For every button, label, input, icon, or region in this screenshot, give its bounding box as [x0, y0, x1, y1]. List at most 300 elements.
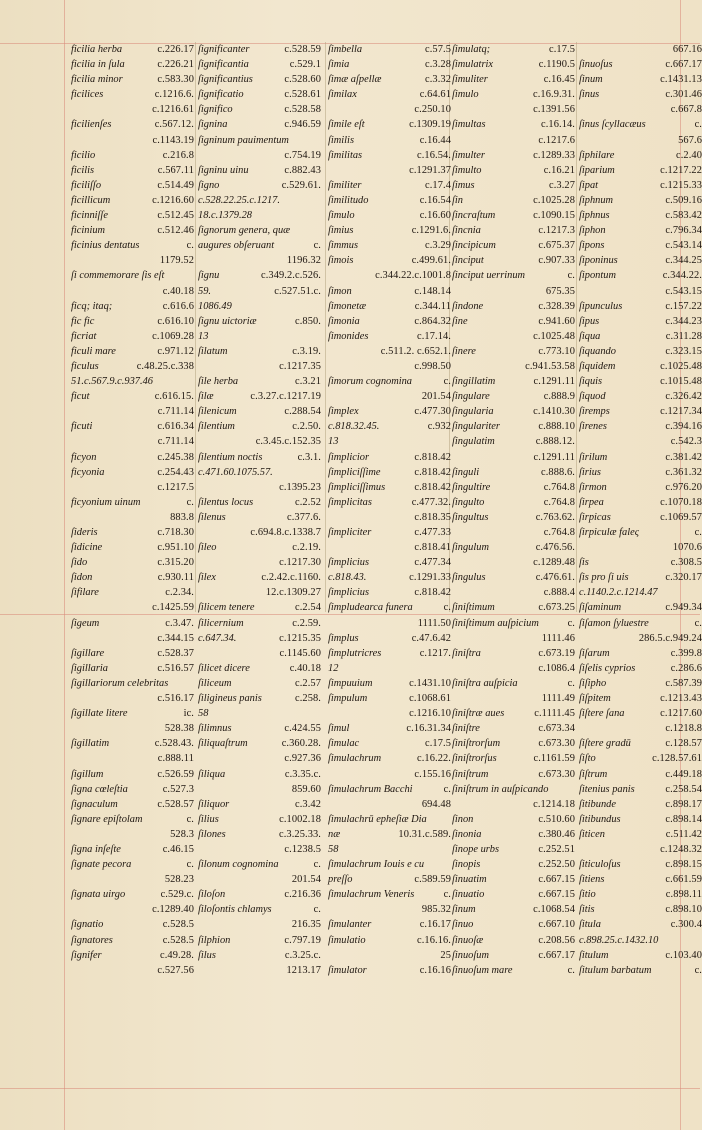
entry-reference: c.377.6.	[287, 511, 321, 523]
index-entry	[579, 933, 702, 948]
index-entry	[579, 450, 702, 465]
entry-term: ficriat	[71, 330, 97, 342]
index-entry	[71, 963, 194, 978]
entry-reference: c.128.57	[665, 738, 702, 750]
entry-reference: c.1015.48	[660, 376, 702, 388]
entry-reference	[449, 857, 451, 872]
entry-term: ſiquod	[579, 391, 606, 403]
entry-reference: c.528.37	[157, 647, 194, 659]
entry-reference	[319, 133, 321, 148]
index-entry	[452, 902, 575, 917]
entry-term	[71, 691, 77, 706]
index-entry	[452, 72, 575, 87]
entry-term	[452, 555, 458, 570]
entry-reference: c.888.12.	[535, 436, 575, 448]
index-entry	[328, 872, 451, 887]
entry-term	[328, 616, 334, 631]
entry-reference: 10.31.c.589.	[398, 828, 451, 840]
entry-reference: c.17.4	[425, 179, 451, 191]
index-entry	[579, 721, 702, 736]
entry-reference: c.16.60	[419, 210, 451, 222]
entry-term: ſignificantia	[198, 59, 249, 71]
entry-reference: c.16.22.	[417, 753, 451, 765]
entry-term: ſiliquor	[198, 798, 230, 810]
entry-reference: c.2.34.	[165, 587, 194, 599]
index-entry	[71, 751, 194, 766]
index-entry	[452, 570, 575, 585]
entry-reference: c.543.15	[665, 285, 702, 297]
entry-reference: c.1025.48	[533, 330, 575, 342]
index-entry	[328, 646, 451, 661]
entry-reference: c.1217.30	[279, 557, 321, 569]
entry-reference: c.	[567, 677, 575, 689]
index-entry	[579, 87, 702, 102]
entry-reference: c.1070.18	[660, 496, 702, 508]
entry-term: ſinus ſcyllacæus	[579, 119, 646, 131]
entry-reference: c.773.10	[538, 345, 575, 357]
entry-term	[579, 102, 585, 117]
entry-term	[452, 102, 458, 117]
entry-reference: c.16.14.	[541, 119, 575, 131]
entry-reference: 216.35	[291, 919, 321, 931]
index-column-5	[579, 42, 702, 978]
entry-reference: c.3.25.33.	[279, 828, 321, 840]
entry-reference: c.1216.60	[152, 194, 194, 206]
index-entry	[579, 797, 702, 812]
index-entry	[579, 148, 702, 163]
entry-term	[328, 540, 334, 555]
entry-reference: c.673.30	[538, 738, 575, 750]
entry-term: ſiſpitem	[579, 693, 611, 705]
index-entry	[198, 585, 321, 600]
entry-term: ſitula	[579, 919, 601, 931]
entry-reference: c.511.2. c.652.1.	[380, 345, 451, 357]
entry-term: ſigeum	[71, 617, 100, 629]
entry-reference: c.344.22.c.1001.8	[375, 270, 451, 282]
index-entry	[198, 223, 321, 238]
index-entry	[328, 887, 451, 902]
entry-reference: c.667.15	[538, 874, 575, 886]
index-entry	[328, 661, 451, 676]
entry-term	[71, 721, 77, 736]
entry-term: ſiremps	[579, 406, 610, 418]
index-entry	[328, 329, 451, 344]
margin-rule-bottom	[0, 1088, 700, 1089]
entry-reference: c.16.54.	[417, 149, 451, 161]
entry-term	[198, 751, 204, 766]
entry-term: ſiliquaſtrum	[198, 738, 248, 750]
entry-reference: c.1289.40	[152, 904, 194, 916]
index-entry	[71, 223, 194, 238]
index-entry	[328, 782, 451, 797]
entry-reference: c.898.17	[665, 798, 702, 810]
index-entry	[579, 57, 702, 72]
entry-term: ſitio	[579, 889, 596, 901]
entry-term: 13	[198, 330, 209, 342]
entry-term: 12	[328, 662, 339, 674]
entry-term: ſinuatim	[452, 874, 487, 886]
entry-term: ſimulatq;	[452, 44, 491, 55]
entry-term	[452, 525, 458, 540]
entry-reference: c.3.25.c.	[284, 949, 321, 961]
entry-term: ſilentium	[198, 421, 235, 433]
index-entry	[198, 917, 321, 932]
index-entry	[71, 570, 194, 585]
index-entry	[198, 193, 321, 208]
entry-term: ſirmon	[579, 481, 607, 493]
index-entry	[452, 555, 575, 570]
entry-term: ſiloſon	[198, 889, 226, 901]
index-entry	[328, 389, 451, 404]
index-entry	[452, 193, 575, 208]
index-entry	[328, 163, 451, 178]
entry-term	[71, 404, 77, 419]
entry-term: ſimulo	[328, 210, 355, 222]
entry-term: ſiniſtra auſpicia	[452, 677, 518, 689]
index-entry	[71, 284, 194, 299]
index-entry	[71, 268, 194, 283]
entry-term: ſigno	[198, 179, 220, 191]
index-entry	[328, 208, 451, 223]
index-entry	[71, 87, 194, 102]
entry-reference: c.	[443, 602, 451, 614]
entry-reference: c.477.30	[414, 406, 451, 418]
entry-term: ſignaculum	[71, 798, 118, 810]
index-entry	[328, 117, 451, 132]
entry-reference: c.3.21	[295, 376, 321, 388]
entry-reference: 694.48	[421, 798, 451, 810]
index-entry	[71, 887, 194, 902]
entry-reference: c.616.10	[157, 315, 194, 327]
entry-reference: c.328.39	[538, 300, 575, 312]
index-entry	[198, 661, 321, 676]
index-entry	[579, 585, 702, 600]
entry-term: ſilicernium	[198, 617, 244, 629]
entry-reference: c.311.28	[665, 330, 702, 342]
entry-reference: c.1217.	[419, 647, 451, 659]
index-entry	[71, 827, 194, 842]
entry-term: ficiliſſo	[71, 179, 102, 191]
index-entry	[328, 812, 451, 827]
entry-reference: c.567.12.	[154, 119, 194, 131]
entry-reference: c.1425.59	[152, 602, 194, 614]
entry-term: ſimplicius	[328, 587, 369, 599]
entry-reference: c.526.59	[157, 768, 194, 780]
entry-term	[452, 631, 458, 646]
entry-reference: c.399.8	[670, 647, 702, 659]
index-entry	[71, 782, 194, 797]
entry-reference	[449, 812, 451, 827]
entry-reference: c.850.	[295, 315, 321, 327]
entry-term: ſiſelis cyprios	[579, 662, 636, 674]
index-entry	[579, 465, 702, 480]
index-entry	[452, 751, 575, 766]
index-entry	[71, 540, 194, 555]
entry-term: ſimmus	[328, 240, 359, 252]
entry-term: ſilonum cognomina	[198, 859, 279, 871]
index-entry	[198, 374, 321, 389]
index-entry	[452, 359, 575, 374]
index-entry	[198, 631, 321, 646]
entry-term: ſignata uirgo	[71, 889, 126, 901]
index-entry	[71, 480, 194, 495]
index-entry	[579, 253, 702, 268]
entry-reference: 1111.49	[541, 693, 575, 705]
index-entry	[579, 72, 702, 87]
entry-term: ſinus	[579, 89, 600, 101]
entry-term: ſimonetæ	[328, 300, 367, 312]
entry-term: c.1140.2.c.1214.47	[579, 587, 658, 599]
entry-reference: c.763.62.	[535, 511, 575, 523]
entry-reference: c.380.46	[538, 828, 575, 840]
entry-term: ſimplicitas	[328, 496, 372, 508]
entry-term: ficyon	[71, 451, 97, 463]
index-entry	[328, 842, 451, 857]
index-entry	[198, 525, 321, 540]
entry-term	[328, 706, 334, 721]
entry-term: ficilis	[71, 164, 95, 176]
entry-term: ſiliceum	[198, 677, 232, 689]
entry-term: ſimulachrum Iouis e cu	[328, 859, 425, 871]
index-entry	[328, 585, 451, 600]
index-entry	[452, 782, 575, 797]
entry-reference: c.818.42	[414, 466, 451, 478]
entry-reference: 528.38	[164, 723, 194, 735]
entry-reference: c.888.10	[538, 421, 575, 433]
entry-term: ſiniſtrum	[452, 768, 489, 780]
index-entry	[328, 857, 451, 872]
entry-term: ſitiens	[579, 874, 605, 886]
entry-term: ſindone	[452, 300, 484, 312]
entry-term: ſinope urbs	[452, 843, 500, 855]
entry-term: ſinonia	[452, 828, 482, 840]
entry-reference: c.254.43	[157, 466, 194, 478]
index-entry	[579, 540, 702, 555]
entry-reference: c.516.57	[157, 662, 194, 674]
entry-reference: c.589.59	[414, 874, 451, 886]
entry-reference: c.1214.18	[533, 798, 575, 810]
index-entry	[579, 857, 702, 872]
entry-term: ſilones	[198, 828, 226, 840]
entry-term: ſilenus	[198, 511, 226, 523]
entry-term	[579, 842, 585, 857]
index-entry	[71, 238, 194, 253]
entry-term: ficuli mare	[71, 345, 116, 357]
index-entry	[198, 540, 321, 555]
entry-reference: c.477.33	[414, 527, 451, 538]
index-entry	[328, 434, 451, 449]
index-entry	[579, 902, 702, 917]
entry-term: ficyonia	[71, 466, 105, 478]
entry-term	[71, 133, 77, 148]
entry-reference	[192, 268, 194, 283]
entry-reference: c.	[694, 964, 702, 976]
entry-term	[198, 917, 204, 932]
entry-reference: c.529.1	[289, 59, 321, 71]
index-entry	[579, 359, 702, 374]
entry-term: ficut	[71, 391, 90, 403]
entry-reference	[573, 782, 575, 797]
index-entry	[452, 661, 575, 676]
index-entry	[452, 691, 575, 706]
entry-term: ſile herba	[198, 376, 239, 388]
entry-reference: c.514.49	[157, 179, 194, 191]
entry-term: ſigna cœleſtia	[71, 783, 128, 795]
entry-term	[328, 948, 334, 963]
entry-reference: c.583.30	[157, 74, 194, 86]
entry-reference	[192, 676, 194, 691]
index-entry	[328, 359, 451, 374]
entry-reference: c.882.43	[284, 164, 321, 176]
entry-reference: c.888.11	[157, 753, 194, 765]
entry-reference: c.16.16	[419, 964, 451, 976]
index-entry	[579, 691, 702, 706]
entry-reference: c.1217.5	[157, 481, 194, 493]
entry-term: ſincraſtum	[452, 210, 496, 222]
index-entry	[328, 616, 451, 631]
index-entry	[452, 616, 575, 631]
entry-term: ſigna inſeſte	[71, 843, 121, 855]
entry-reference: c.17.5	[549, 44, 575, 55]
index-entry	[198, 767, 321, 782]
entry-reference: c.394.16	[665, 421, 702, 433]
entry-term: ſilicem tenere	[198, 602, 255, 614]
entry-term	[579, 284, 585, 299]
index-entry	[579, 570, 702, 585]
entry-term	[328, 344, 334, 359]
entry-reference: c.320.17	[665, 572, 702, 584]
entry-term: ſignificanter	[198, 44, 250, 55]
entry-reference: c.1291.37	[409, 164, 451, 176]
index-entry	[328, 133, 451, 148]
entry-term: ſiſarum	[579, 647, 610, 659]
entry-term: 51.c.567.9.c.937.46	[71, 376, 153, 388]
entry-reference: c.315.20	[157, 557, 194, 569]
entry-term	[579, 631, 585, 646]
index-entry	[452, 676, 575, 691]
entry-term: ſimonia	[328, 315, 360, 327]
index-entry	[198, 842, 321, 857]
index-entry	[452, 299, 575, 314]
entry-term: ficilienſes	[71, 119, 112, 131]
column-divider	[325, 42, 326, 612]
entry-reference: c.155.16	[414, 768, 451, 780]
entry-reference: c.1291.6.	[411, 225, 451, 237]
index-entry	[452, 163, 575, 178]
index-entry	[328, 57, 451, 72]
index-entry	[328, 736, 451, 751]
entry-reference: c.898.10	[665, 904, 702, 916]
entry-reference	[319, 329, 321, 344]
index-entry	[452, 585, 575, 600]
entry-reference: c.1215.35	[279, 632, 321, 644]
index-entry	[198, 163, 321, 178]
entry-term	[71, 434, 77, 449]
entry-reference: c.998.50	[414, 360, 451, 372]
entry-reference: 567.6	[678, 134, 702, 146]
index-entry	[579, 419, 702, 434]
entry-term: ſidon	[71, 572, 93, 584]
index-entry	[452, 872, 575, 887]
entry-term: ſiniſtrorſum	[452, 738, 501, 750]
entry-term: ſimulachrū epheſiæ Dia	[328, 813, 427, 825]
entry-term: 58	[328, 843, 339, 855]
entry-term: ſigninum pauimentum	[198, 134, 289, 146]
index-entry	[328, 480, 451, 495]
index-entry	[198, 691, 321, 706]
entry-term	[71, 102, 77, 117]
entry-term: ſimus	[452, 179, 475, 191]
entry-reference: c.17.14.	[417, 330, 451, 342]
index-entry	[328, 450, 451, 465]
index-entry	[579, 193, 702, 208]
index-entry	[198, 857, 321, 872]
entry-reference: c.	[694, 527, 702, 538]
entry-term: ſideris	[71, 527, 98, 538]
index-entry	[328, 268, 451, 283]
entry-reference: 1070.6	[672, 542, 702, 554]
index-entry	[71, 525, 194, 540]
entry-reference: c.1086.4	[538, 662, 575, 674]
index-entry	[328, 525, 451, 540]
entry-reference	[449, 434, 451, 449]
entry-term	[198, 646, 204, 661]
index-entry	[71, 631, 194, 646]
entry-reference: c.349.2.c.526.	[261, 270, 321, 282]
index-entry	[71, 510, 194, 525]
entry-term: ſitibunde	[579, 798, 616, 810]
entry-reference: c.1431.13	[660, 74, 702, 86]
entry-reference: c.949.34	[665, 602, 702, 614]
entry-reference: c.449.18	[665, 768, 702, 780]
entry-reference: c.797.19	[284, 934, 321, 946]
index-entry	[198, 600, 321, 615]
entry-term: ſirpiculæ faleς	[579, 527, 639, 538]
entry-term: ſinciput uerrinum	[452, 270, 526, 282]
index-entry	[198, 872, 321, 887]
entry-term: ſigillariorum celebritas	[71, 677, 169, 689]
index-entry	[198, 480, 321, 495]
entry-term	[198, 585, 204, 600]
index-entry	[452, 827, 575, 842]
index-entry	[328, 284, 451, 299]
entry-reference: c.675.37	[538, 240, 575, 252]
index-entry	[71, 299, 194, 314]
entry-term	[198, 782, 204, 797]
index-entry	[71, 465, 194, 480]
index-entry	[198, 389, 321, 404]
index-entry	[328, 902, 451, 917]
entry-term: ſiligineus panis	[198, 693, 262, 705]
index-entry	[71, 419, 194, 434]
entry-term: ſi commemorare ſis eſt	[71, 270, 165, 282]
entry-reference: c.529.61.	[281, 179, 321, 191]
entry-reference: c.	[567, 270, 575, 282]
entry-term: ſiponinus	[579, 255, 618, 267]
entry-reference: c.927.36	[284, 753, 321, 765]
entry-reference: c.818.42	[414, 451, 451, 463]
entry-reference: c.667.15	[538, 889, 575, 901]
entry-reference: c.16.17	[419, 919, 451, 931]
entry-term: ſignu	[198, 270, 220, 282]
index-entry	[71, 676, 194, 691]
entry-term: preſſo	[328, 874, 353, 886]
index-column-4	[452, 42, 575, 978]
entry-term	[71, 600, 77, 615]
entry-term: ſinuoſæ	[452, 934, 484, 946]
entry-reference: c.308.5	[670, 557, 702, 569]
index-entry	[198, 450, 321, 465]
